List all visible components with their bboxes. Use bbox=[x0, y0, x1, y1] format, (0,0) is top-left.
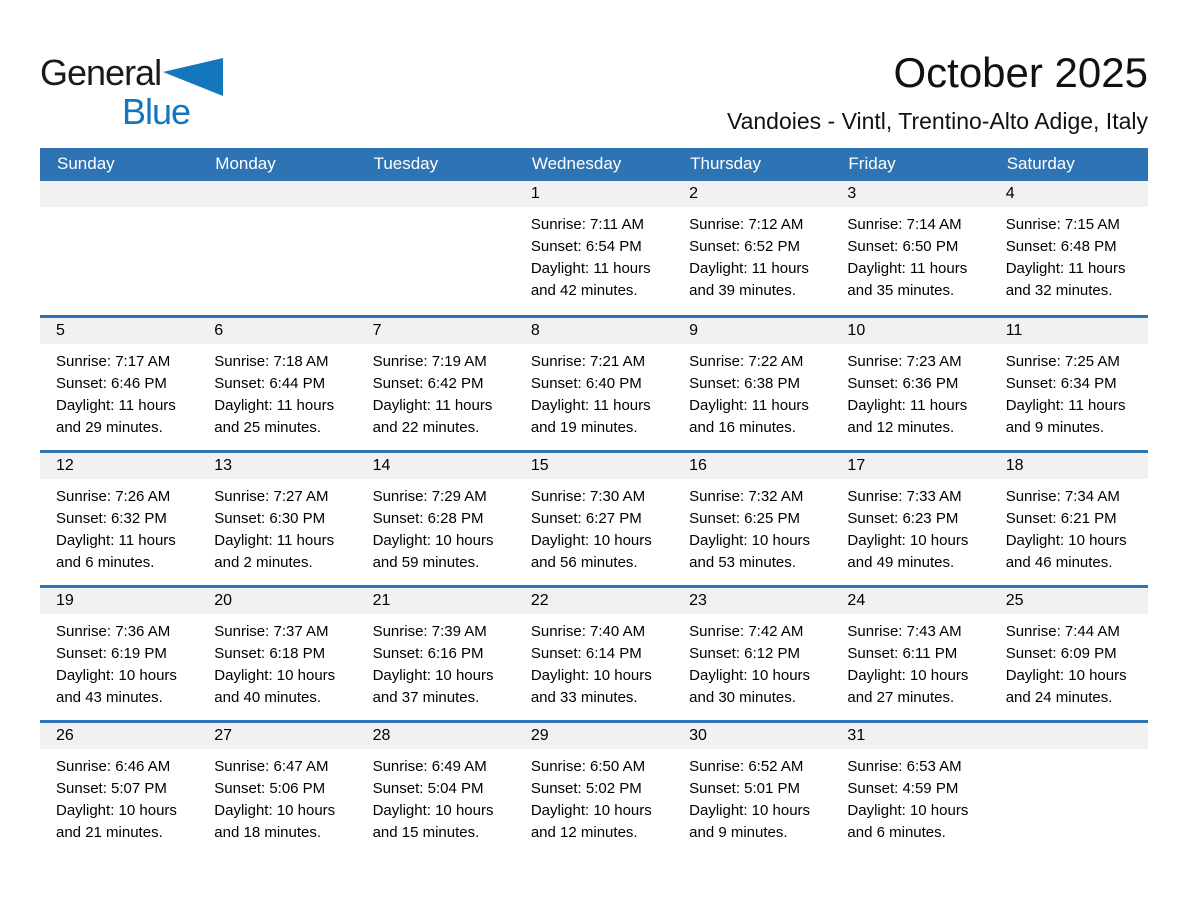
daylight-line2-text: and 56 minutes. bbox=[530, 554, 638, 571]
day-number: 3 bbox=[847, 185, 857, 202]
day-cell-11 bbox=[990, 318, 1148, 450]
day-number-band bbox=[357, 453, 515, 479]
day-cell-13 bbox=[198, 453, 356, 585]
daylight-line2-text: and 22 minutes. bbox=[372, 419, 480, 436]
sunrise-text: Sunrise: 7:11 AM bbox=[530, 216, 644, 233]
week-row bbox=[40, 720, 1148, 855]
day-info bbox=[990, 344, 1148, 439]
day-cell-8 bbox=[515, 318, 673, 450]
day-info bbox=[990, 479, 1148, 574]
day-cell-9 bbox=[673, 318, 831, 450]
weekday-header-friday: Friday bbox=[848, 154, 896, 173]
daylight-line1-text: Daylight: 11 hours bbox=[214, 532, 335, 549]
day-info bbox=[831, 344, 989, 439]
sunset-text: Sunset: 6:25 PM bbox=[689, 510, 801, 527]
day-cell-26 bbox=[40, 723, 198, 855]
sunset-text: Sunset: 6:16 PM bbox=[372, 645, 484, 662]
sunset-text: Sunset: 5:06 PM bbox=[214, 780, 326, 797]
sunrise-text: Sunrise: 7:23 AM bbox=[847, 353, 962, 370]
weekday-header-row bbox=[40, 148, 1148, 181]
daylight-line1-text: Daylight: 10 hours bbox=[689, 667, 811, 684]
day-info bbox=[357, 749, 515, 844]
sunrise-text: Sunrise: 6:50 AM bbox=[530, 758, 646, 775]
sunset-text: Sunset: 6:52 PM bbox=[689, 238, 801, 255]
day-info bbox=[831, 614, 989, 709]
daylight-line2-text: and 46 minutes. bbox=[1005, 554, 1113, 571]
day-info bbox=[673, 749, 831, 844]
day-cell-18 bbox=[990, 453, 1148, 585]
sunset-text: Sunset: 6:23 PM bbox=[847, 510, 959, 527]
location-subtitle: Vandoies - Vintl, Trentino-Alto Adige, Italy bbox=[726, 108, 1148, 134]
day-info bbox=[990, 614, 1148, 709]
day-info bbox=[673, 207, 831, 302]
sunset-text: Sunset: 6:42 PM bbox=[372, 375, 484, 392]
daylight-line1-text: Daylight: 11 hours bbox=[530, 397, 651, 414]
sunrise-text: Sunrise: 7:15 AM bbox=[1005, 216, 1120, 233]
daylight-line2-text: and 12 minutes. bbox=[847, 419, 955, 436]
daylight-line2-text: and 12 minutes. bbox=[530, 824, 638, 841]
day-info bbox=[198, 479, 356, 574]
day-number-band bbox=[831, 588, 989, 614]
day-number-band bbox=[673, 588, 831, 614]
sunrise-text: Sunrise: 6:52 AM bbox=[689, 758, 804, 775]
sunrise-text: Sunrise: 7:34 AM bbox=[1005, 488, 1120, 505]
day-cell-28 bbox=[357, 723, 515, 855]
day-cell-1 bbox=[515, 181, 673, 315]
sunset-text: Sunset: 5:07 PM bbox=[56, 780, 167, 797]
day-number-band bbox=[357, 723, 515, 749]
day-cell-2 bbox=[673, 181, 831, 315]
day-info bbox=[40, 344, 198, 439]
daylight-line1-text: Daylight: 11 hours bbox=[1005, 397, 1126, 414]
day-info bbox=[515, 207, 673, 302]
day-cell-3 bbox=[831, 181, 989, 315]
day-number-band bbox=[515, 181, 673, 207]
day-number-band bbox=[990, 181, 1148, 207]
day-info bbox=[990, 207, 1148, 302]
week-row bbox=[40, 315, 1148, 450]
sunrise-text: Sunrise: 7:17 AM bbox=[56, 353, 171, 370]
empty-day-cell bbox=[198, 181, 356, 315]
day-info bbox=[357, 344, 515, 439]
day-number: 17 bbox=[847, 457, 866, 474]
day-number-band bbox=[198, 588, 356, 614]
day-number: 12 bbox=[56, 457, 74, 474]
daylight-line2-text: and 6 minutes. bbox=[56, 554, 155, 571]
day-info bbox=[673, 614, 831, 709]
daylight-line1-text: Daylight: 10 hours bbox=[847, 802, 969, 819]
day-info bbox=[831, 479, 989, 574]
sunset-text: Sunset: 6:40 PM bbox=[530, 375, 642, 392]
calendar-table bbox=[40, 148, 1148, 855]
daylight-line2-text: and 59 minutes. bbox=[372, 554, 480, 571]
daylight-line2-text: and 19 minutes. bbox=[530, 419, 638, 436]
daylight-line2-text: and 9 minutes. bbox=[1005, 419, 1105, 436]
daylight-line1-text: Daylight: 11 hours bbox=[372, 397, 493, 414]
daylight-line2-text: and 35 minutes. bbox=[847, 282, 955, 299]
sunset-text: Sunset: 6:30 PM bbox=[214, 510, 326, 527]
day-cell-7 bbox=[357, 318, 515, 450]
daylight-line2-text: and 24 minutes. bbox=[1005, 689, 1113, 706]
daylight-line2-text: and 25 minutes. bbox=[214, 419, 322, 436]
daylight-line1-text: Daylight: 10 hours bbox=[689, 532, 811, 549]
daylight-line2-text: and 42 minutes. bbox=[530, 282, 638, 299]
sunset-text: Sunset: 6:36 PM bbox=[847, 375, 959, 392]
daylight-line2-text: and 6 minutes. bbox=[847, 824, 946, 841]
day-cell-6 bbox=[198, 318, 356, 450]
sunset-text: Sunset: 6:50 PM bbox=[847, 238, 959, 255]
day-number: 24 bbox=[847, 592, 866, 609]
day-cell-19 bbox=[40, 588, 198, 720]
day-number-band bbox=[198, 453, 356, 479]
daylight-line1-text: Daylight: 10 hours bbox=[214, 667, 336, 684]
day-number: 11 bbox=[1005, 322, 1023, 339]
day-number-band bbox=[40, 181, 198, 207]
sunset-text: Sunset: 6:44 PM bbox=[214, 375, 326, 392]
weekday-header-sunday: Sunday bbox=[57, 154, 115, 173]
daylight-line1-text: Daylight: 11 hours bbox=[689, 260, 809, 277]
day-number: 1 bbox=[530, 185, 540, 202]
day-number-band bbox=[357, 588, 515, 614]
day-cell-21 bbox=[357, 588, 515, 720]
sunrise-text: Sunrise: 7:14 AM bbox=[847, 216, 962, 233]
week-row bbox=[40, 585, 1148, 720]
day-cell-31 bbox=[831, 723, 989, 855]
weekday-header-tuesday: Tuesday bbox=[373, 154, 439, 173]
day-number: 6 bbox=[214, 322, 224, 339]
day-number: 8 bbox=[530, 322, 540, 339]
daylight-line1-text: Daylight: 10 hours bbox=[372, 532, 494, 549]
day-cell-25 bbox=[990, 588, 1148, 720]
day-number-band bbox=[673, 181, 831, 207]
sunset-text: Sunset: 6:09 PM bbox=[1005, 645, 1117, 662]
sunset-text: Sunset: 6:12 PM bbox=[689, 645, 801, 662]
day-number-band bbox=[40, 318, 198, 344]
sunset-text: Sunset: 6:54 PM bbox=[530, 238, 642, 255]
daylight-line1-text: Daylight: 10 hours bbox=[372, 802, 494, 819]
sunrise-text: Sunrise: 7:19 AM bbox=[372, 353, 487, 370]
sunrise-text: Sunrise: 7:37 AM bbox=[214, 623, 329, 640]
day-number: 27 bbox=[214, 727, 233, 744]
daylight-line1-text: Daylight: 11 hours bbox=[214, 397, 335, 414]
day-cell-10 bbox=[831, 318, 989, 450]
day-info bbox=[198, 344, 356, 439]
logo-text-blue: Blue bbox=[122, 91, 191, 132]
day-info bbox=[673, 344, 831, 439]
sunrise-text: Sunrise: 6:53 AM bbox=[847, 758, 962, 775]
daylight-line1-text: Daylight: 10 hours bbox=[689, 802, 811, 819]
day-info bbox=[40, 614, 198, 709]
day-number: 2 bbox=[689, 185, 699, 202]
daylight-line1-text: Daylight: 10 hours bbox=[530, 667, 652, 684]
sunset-text: Sunset: 6:46 PM bbox=[56, 375, 167, 392]
day-cell-30 bbox=[673, 723, 831, 855]
daylight-line2-text: and 32 minutes. bbox=[1005, 282, 1113, 299]
sunrise-text: Sunrise: 7:27 AM bbox=[214, 488, 329, 505]
day-number-band bbox=[515, 723, 673, 749]
day-cell-5 bbox=[40, 318, 198, 450]
sunset-text: Sunset: 5:01 PM bbox=[689, 780, 801, 797]
daylight-line1-text: Daylight: 11 hours bbox=[1005, 260, 1126, 277]
month-title: October 2025 bbox=[893, 49, 1148, 96]
sunrise-text: Sunrise: 7:26 AM bbox=[56, 488, 171, 505]
sunrise-text: Sunrise: 7:30 AM bbox=[530, 488, 646, 505]
daylight-line2-text: and 9 minutes. bbox=[689, 824, 788, 841]
day-number: 13 bbox=[214, 457, 233, 474]
daylight-line1-text: Daylight: 11 hours bbox=[847, 397, 968, 414]
sunset-text: Sunset: 6:19 PM bbox=[56, 645, 167, 662]
empty-day-cell bbox=[990, 723, 1148, 855]
sunrise-text: Sunrise: 7:22 AM bbox=[689, 353, 804, 370]
daylight-line1-text: Daylight: 11 hours bbox=[56, 532, 176, 549]
day-number-band bbox=[357, 318, 515, 344]
day-info bbox=[673, 479, 831, 574]
day-info bbox=[198, 614, 356, 709]
day-number: 10 bbox=[847, 322, 866, 339]
daylight-line2-text: and 29 minutes. bbox=[56, 419, 163, 436]
daylight-line1-text: Daylight: 10 hours bbox=[530, 802, 652, 819]
empty-day-cell bbox=[357, 181, 515, 315]
sunset-text: Sunset: 5:04 PM bbox=[372, 780, 484, 797]
daylight-line2-text: and 33 minutes. bbox=[530, 689, 638, 706]
daylight-line1-text: Daylight: 10 hours bbox=[214, 802, 336, 819]
sunset-text: Sunset: 6:48 PM bbox=[1005, 238, 1117, 255]
day-info bbox=[357, 614, 515, 709]
weekday-header-saturday: Saturday bbox=[1006, 154, 1075, 173]
daylight-line2-text: and 40 minutes. bbox=[214, 689, 322, 706]
day-number: 31 bbox=[847, 727, 866, 744]
calendar-weeks bbox=[40, 181, 1148, 855]
sunrise-text: Sunrise: 7:39 AM bbox=[372, 623, 487, 640]
sunrise-text: Sunrise: 7:18 AM bbox=[214, 353, 329, 370]
day-info bbox=[515, 749, 673, 844]
day-info bbox=[515, 344, 673, 439]
day-info bbox=[831, 207, 989, 302]
weekday-header-monday: Monday bbox=[215, 154, 276, 173]
day-number-band bbox=[990, 723, 1148, 749]
day-number-band bbox=[515, 318, 673, 344]
day-number-band bbox=[673, 723, 831, 749]
daylight-line1-text: Daylight: 11 hours bbox=[847, 260, 968, 277]
sunset-text: Sunset: 6:21 PM bbox=[1005, 510, 1117, 527]
general-blue-logo bbox=[40, 52, 270, 132]
sunset-text: Sunset: 6:27 PM bbox=[530, 510, 642, 527]
sunrise-text: Sunrise: 6:47 AM bbox=[214, 758, 329, 775]
daylight-line1-text: Daylight: 10 hours bbox=[847, 667, 969, 684]
title-block bbox=[270, 50, 1148, 134]
daylight-line1-text: Daylight: 10 hours bbox=[1005, 667, 1127, 684]
day-number-band bbox=[515, 588, 673, 614]
daylight-line2-text: and 16 minutes. bbox=[689, 419, 796, 436]
sunset-text: Sunset: 6:11 PM bbox=[847, 645, 958, 662]
day-cell-16 bbox=[673, 453, 831, 585]
day-number-band bbox=[831, 318, 989, 344]
day-info bbox=[357, 479, 515, 574]
day-number: 30 bbox=[689, 727, 707, 744]
day-info bbox=[515, 479, 673, 574]
daylight-line2-text: and 49 minutes. bbox=[847, 554, 955, 571]
day-number: 5 bbox=[56, 322, 65, 339]
day-number: 16 bbox=[689, 457, 707, 474]
daylight-line2-text: and 18 minutes. bbox=[214, 824, 322, 841]
sunset-text: Sunset: 6:14 PM bbox=[530, 645, 642, 662]
day-number-band bbox=[198, 181, 356, 207]
day-number: 7 bbox=[372, 322, 382, 339]
daylight-line2-text: and 37 minutes. bbox=[372, 689, 480, 706]
day-cell-20 bbox=[198, 588, 356, 720]
sunset-text: Sunset: 4:59 PM bbox=[847, 780, 959, 797]
day-number-band bbox=[40, 453, 198, 479]
logo-text-general: General bbox=[40, 52, 162, 93]
day-cell-27 bbox=[198, 723, 356, 855]
day-number-band bbox=[515, 453, 673, 479]
day-number: 28 bbox=[372, 727, 391, 744]
sunrise-text: Sunrise: 7:33 AM bbox=[847, 488, 962, 505]
daylight-line2-text: and 43 minutes. bbox=[56, 689, 163, 706]
day-number-band bbox=[673, 318, 831, 344]
day-number-band bbox=[198, 723, 356, 749]
sunset-text: Sunset: 6:28 PM bbox=[372, 510, 484, 527]
sunrise-text: Sunrise: 7:42 AM bbox=[689, 623, 804, 640]
daylight-line1-text: Daylight: 11 hours bbox=[530, 260, 651, 277]
sunset-text: Sunset: 6:38 PM bbox=[689, 375, 801, 392]
day-number: 26 bbox=[56, 727, 74, 744]
day-cell-15 bbox=[515, 453, 673, 585]
day-number-band bbox=[990, 318, 1148, 344]
sunset-text: Sunset: 6:32 PM bbox=[56, 510, 167, 527]
daylight-line1-text: Daylight: 10 hours bbox=[1005, 532, 1127, 549]
day-number: 19 bbox=[56, 592, 74, 609]
daylight-line1-text: Daylight: 10 hours bbox=[372, 667, 494, 684]
day-number: 14 bbox=[372, 457, 391, 474]
day-number-band bbox=[831, 453, 989, 479]
sunset-text: Sunset: 6:18 PM bbox=[214, 645, 326, 662]
sunrise-text: Sunrise: 6:49 AM bbox=[372, 758, 487, 775]
sunset-text: Sunset: 5:02 PM bbox=[530, 780, 642, 797]
weekday-header-wednesday: Wednesday bbox=[531, 154, 622, 173]
sunrise-text: Sunrise: 7:25 AM bbox=[1005, 353, 1120, 370]
daylight-line1-text: Daylight: 10 hours bbox=[56, 667, 177, 684]
sunrise-text: Sunrise: 7:21 AM bbox=[530, 353, 646, 370]
week-row bbox=[40, 450, 1148, 585]
day-cell-22 bbox=[515, 588, 673, 720]
daylight-line2-text: and 53 minutes. bbox=[689, 554, 796, 571]
day-number-band bbox=[40, 588, 198, 614]
day-number-band bbox=[198, 318, 356, 344]
day-number: 21 bbox=[372, 592, 391, 609]
sunrise-text: Sunrise: 7:32 AM bbox=[689, 488, 804, 505]
day-cell-14 bbox=[357, 453, 515, 585]
daylight-line2-text: and 21 minutes. bbox=[56, 824, 163, 841]
day-number-band bbox=[831, 723, 989, 749]
daylight-line2-text: and 2 minutes. bbox=[214, 554, 313, 571]
sunrise-text: Sunrise: 7:44 AM bbox=[1005, 623, 1120, 640]
day-cell-17 bbox=[831, 453, 989, 585]
day-number-band bbox=[990, 453, 1148, 479]
sunset-text: Sunset: 6:34 PM bbox=[1005, 375, 1117, 392]
daylight-line1-text: Daylight: 10 hours bbox=[847, 532, 969, 549]
sunrise-text: Sunrise: 7:12 AM bbox=[689, 216, 804, 233]
empty-day-cell bbox=[40, 181, 198, 315]
day-number: 25 bbox=[1005, 592, 1024, 609]
day-info bbox=[40, 479, 198, 574]
daylight-line2-text: and 39 minutes. bbox=[689, 282, 796, 299]
day-number: 18 bbox=[1005, 457, 1024, 474]
day-number: 20 bbox=[214, 592, 233, 609]
day-cell-12 bbox=[40, 453, 198, 585]
day-info bbox=[515, 614, 673, 709]
day-info bbox=[40, 749, 198, 844]
day-number-band bbox=[990, 588, 1148, 614]
sunrise-text: Sunrise: 7:43 AM bbox=[847, 623, 962, 640]
sunrise-text: Sunrise: 6:46 AM bbox=[56, 758, 171, 775]
day-number: 15 bbox=[530, 457, 549, 474]
day-number-band bbox=[40, 723, 198, 749]
sunrise-text: Sunrise: 7:29 AM bbox=[372, 488, 487, 505]
day-number-band bbox=[357, 181, 515, 207]
sunrise-text: Sunrise: 7:40 AM bbox=[530, 623, 646, 640]
daylight-line2-text: and 30 minutes. bbox=[689, 689, 796, 706]
day-number-band bbox=[673, 453, 831, 479]
day-number-band bbox=[831, 181, 989, 207]
day-number: 22 bbox=[530, 592, 549, 609]
daylight-line1-text: Daylight: 10 hours bbox=[530, 532, 652, 549]
day-info bbox=[198, 749, 356, 844]
day-cell-29 bbox=[515, 723, 673, 855]
day-info bbox=[831, 749, 989, 844]
day-number: 23 bbox=[689, 592, 707, 609]
page-header bbox=[0, 0, 1188, 134]
day-cell-4 bbox=[990, 181, 1148, 315]
daylight-line1-text: Daylight: 10 hours bbox=[56, 802, 177, 819]
sunrise-text: Sunrise: 7:36 AM bbox=[56, 623, 171, 640]
daylight-line1-text: Daylight: 11 hours bbox=[689, 397, 809, 414]
day-cell-23 bbox=[673, 588, 831, 720]
daylight-line2-text: and 15 minutes. bbox=[372, 824, 480, 841]
day-number: 9 bbox=[689, 322, 699, 339]
daylight-line1-text: Daylight: 11 hours bbox=[56, 397, 176, 414]
day-cell-24 bbox=[831, 588, 989, 720]
day-number: 4 bbox=[1005, 185, 1015, 202]
week-row bbox=[40, 181, 1148, 315]
daylight-line2-text: and 27 minutes. bbox=[847, 689, 955, 706]
weekday-header-thursday: Thursday bbox=[690, 154, 762, 173]
day-number: 29 bbox=[530, 727, 549, 744]
